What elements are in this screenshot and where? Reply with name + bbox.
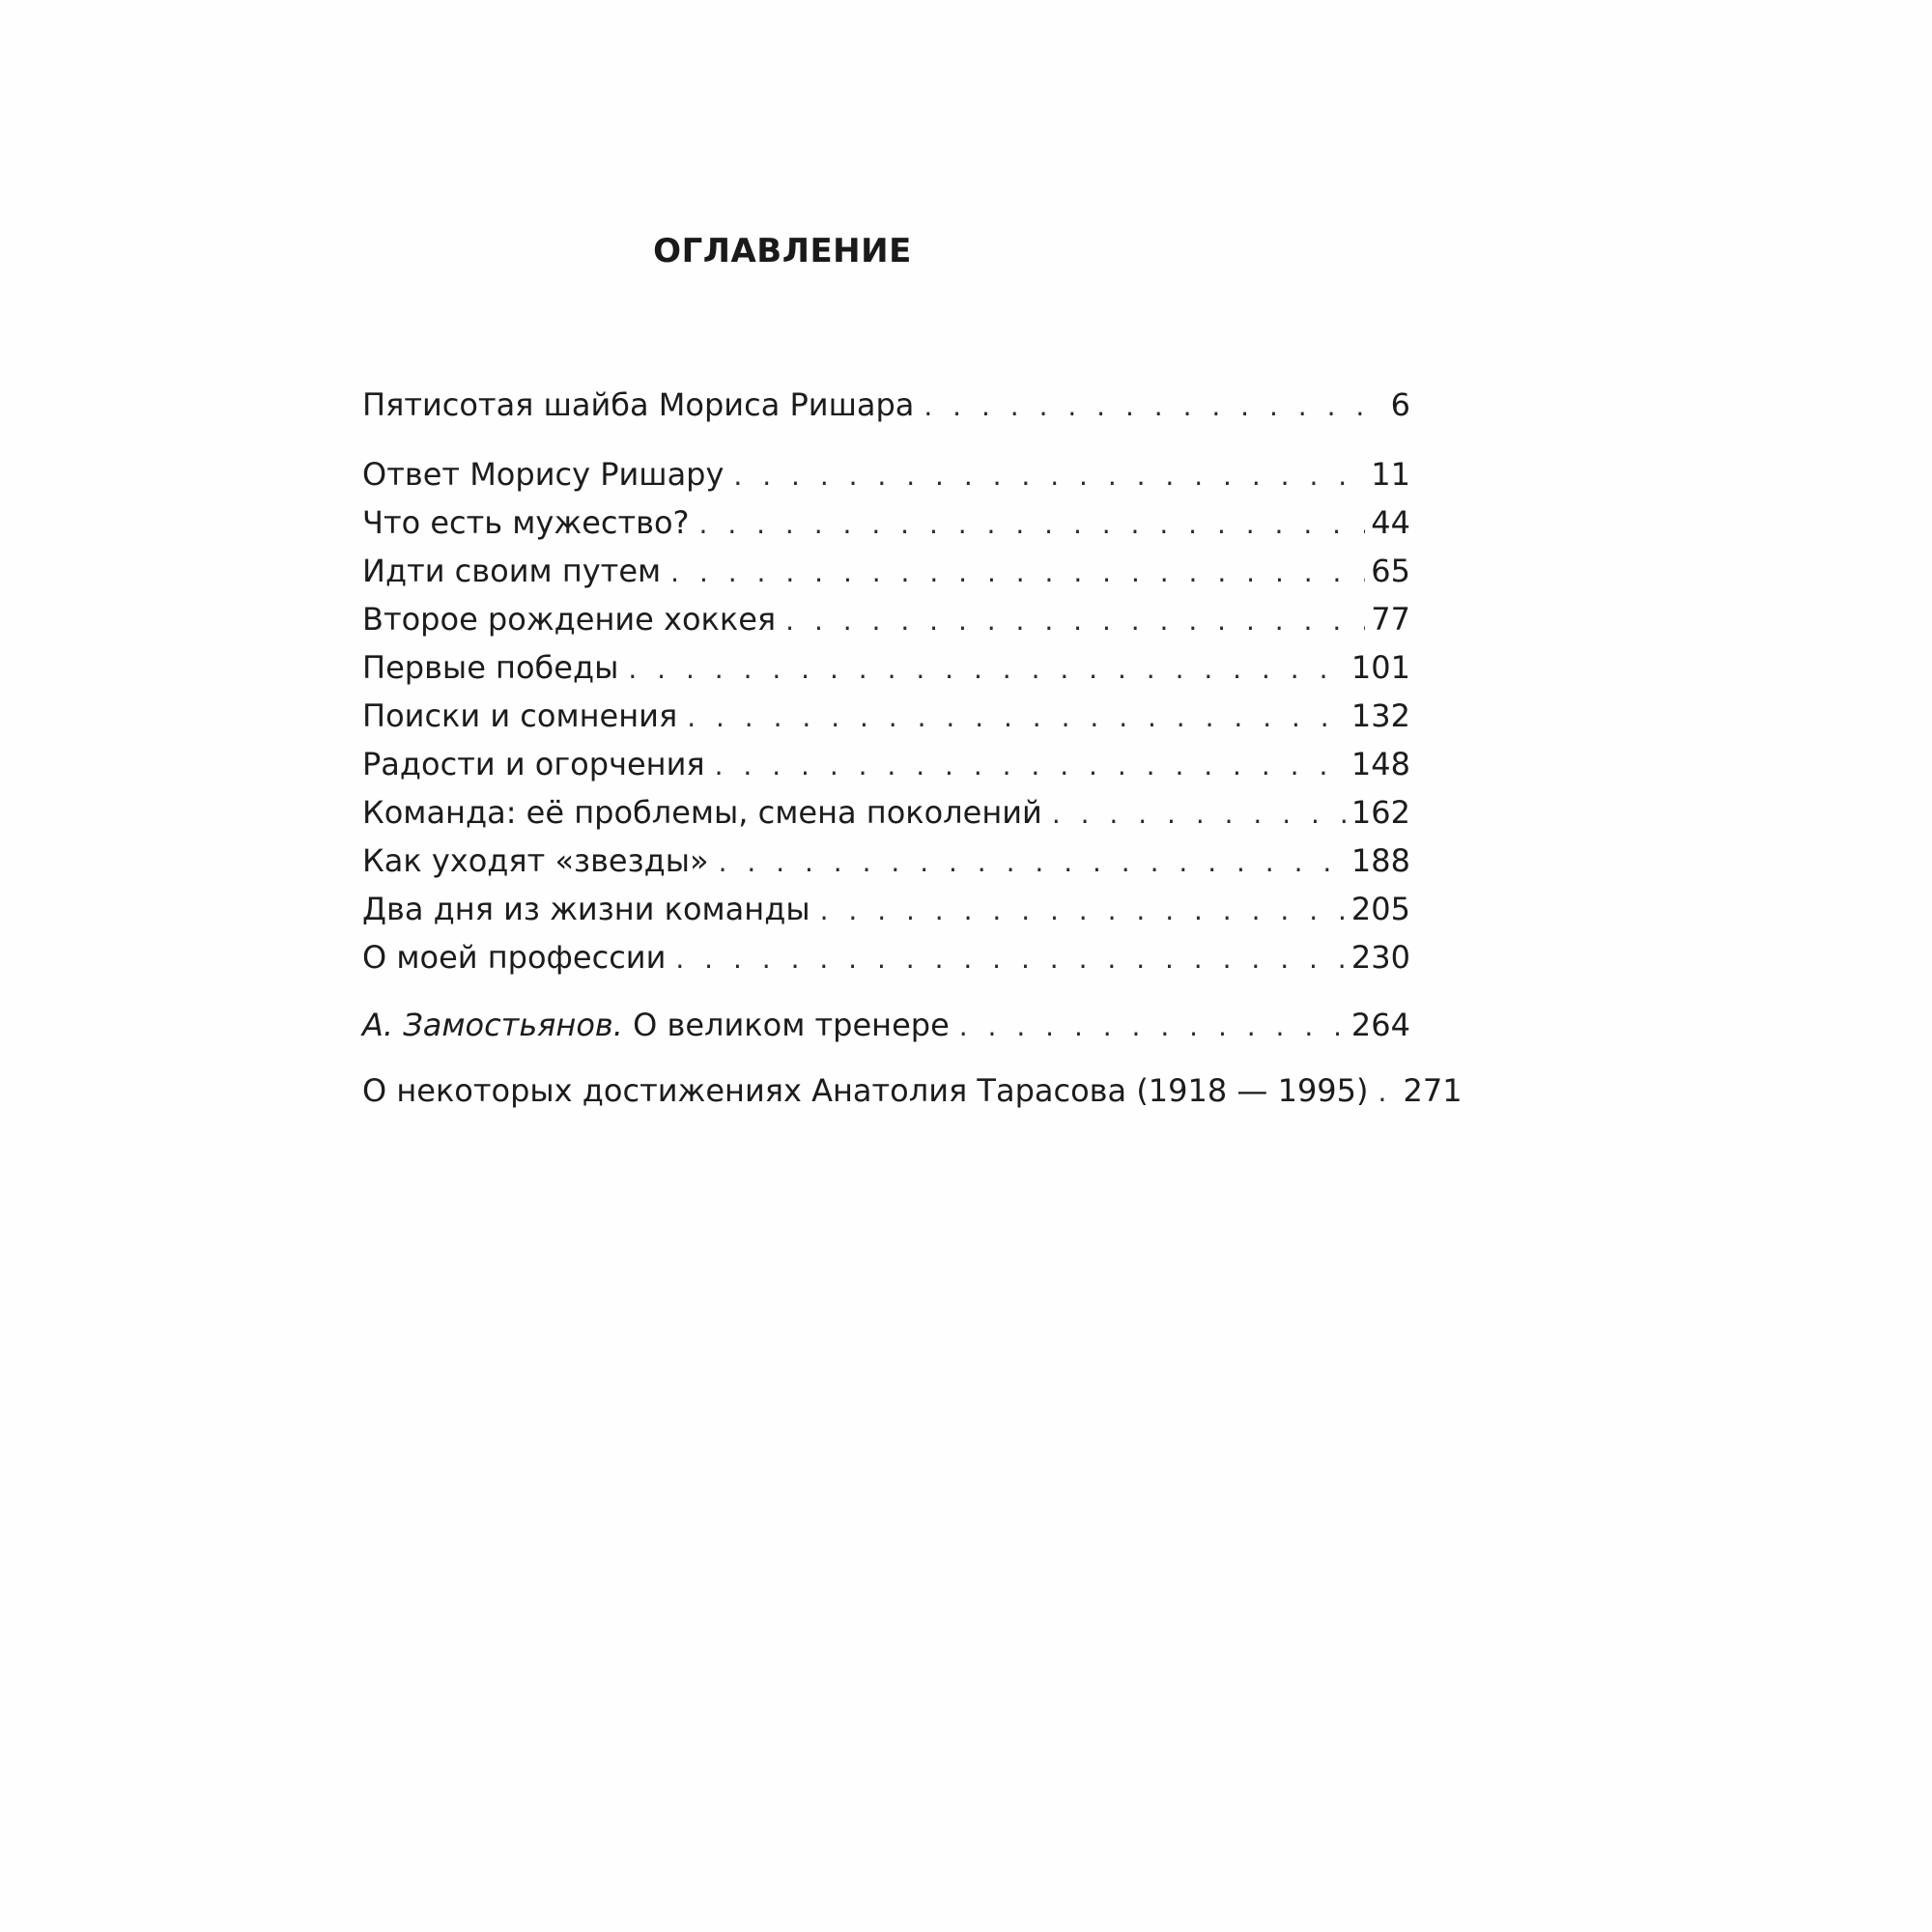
dot-leader [719, 846, 1346, 878]
dot-leader [1378, 1076, 1398, 1108]
toc-entry-page: 77 [1371, 601, 1410, 638]
toc-entry [362, 939, 1410, 987]
dot-leader [1052, 798, 1346, 830]
toc-entry-title: Ответ Морису Ришару [362, 456, 724, 493]
toc-entry-title: Команда: её проблемы, смена поколений [362, 794, 1042, 831]
toc-entry-page: 6 [1390, 386, 1410, 423]
toc-entry-author: А. Замостьянов. [362, 1007, 623, 1043]
toc-entry-page: 162 [1350, 794, 1410, 831]
dot-leader [959, 1010, 1346, 1042]
toc-entry-page: 188 [1350, 842, 1410, 879]
dot-leader [675, 943, 1346, 975]
dot-leader [628, 653, 1346, 685]
toc-entry-page: 230 [1350, 939, 1410, 976]
dot-leader [699, 508, 1366, 540]
toc-entry [362, 553, 1410, 601]
dot-leader [687, 701, 1346, 733]
toc-entry-title: Как уходят «звезды» [362, 842, 709, 879]
toc-entry-title: Второе рождение хоккея [362, 601, 777, 638]
toc-entry [362, 1007, 1410, 1055]
toc-entry-page: 205 [1350, 891, 1410, 927]
page-title: ОГЛАВЛЕНИЕ [653, 232, 912, 270]
toc-entry [362, 649, 1410, 697]
toc-entry [362, 794, 1410, 842]
toc-entry-title [362, 1007, 959, 1043]
toc-entry [362, 891, 1410, 939]
toc-entry [362, 456, 1410, 504]
dot-leader [785, 605, 1365, 637]
toc-entry-page: 148 [1350, 746, 1410, 782]
toc-entry [362, 1072, 1463, 1121]
toc-entry-title: О некоторых достижениях Анатолия Тарасова (1918 — 1995) [362, 1072, 1369, 1109]
toc-entry-page: 101 [1350, 649, 1410, 686]
toc-entry-page: 264 [1350, 1007, 1410, 1043]
toc-entry-title: Пятисотая шайба Мориса Ришара [362, 386, 915, 423]
toc-entry-page: 11 [1371, 456, 1410, 493]
dot-leader [923, 390, 1384, 422]
toc-entry [362, 386, 1410, 435]
toc-entry-title: Поиски и сомнения [362, 697, 678, 734]
toc-entry-title: Идти своим путем [362, 553, 662, 589]
dot-leader [670, 556, 1365, 588]
toc-entry-title: Два дня из жизни команды [362, 891, 810, 927]
toc-entry [362, 601, 1410, 649]
toc-entry-page: 271 [1403, 1072, 1463, 1109]
toc-entry-title: Первые победы [362, 649, 619, 686]
toc-entry [362, 746, 1410, 794]
toc-entry-page: 132 [1350, 697, 1410, 734]
table-of-contents [362, 386, 1463, 1121]
dot-leader [715, 750, 1346, 781]
toc-entry [362, 842, 1410, 891]
toc-entry-page: 44 [1371, 504, 1410, 541]
toc-entry [362, 504, 1410, 553]
toc-entry-page: 65 [1371, 553, 1410, 589]
toc-entry-title: Что есть мужество? [362, 504, 690, 541]
dot-leader [820, 895, 1346, 926]
toc-entry-title: О моей профессии [362, 939, 667, 976]
dot-leader [733, 460, 1365, 492]
toc-entry-title: Радости и огорчения [362, 746, 705, 782]
toc-entry [362, 697, 1410, 746]
toc-entry-title-text: О великом тренере [622, 1007, 950, 1043]
